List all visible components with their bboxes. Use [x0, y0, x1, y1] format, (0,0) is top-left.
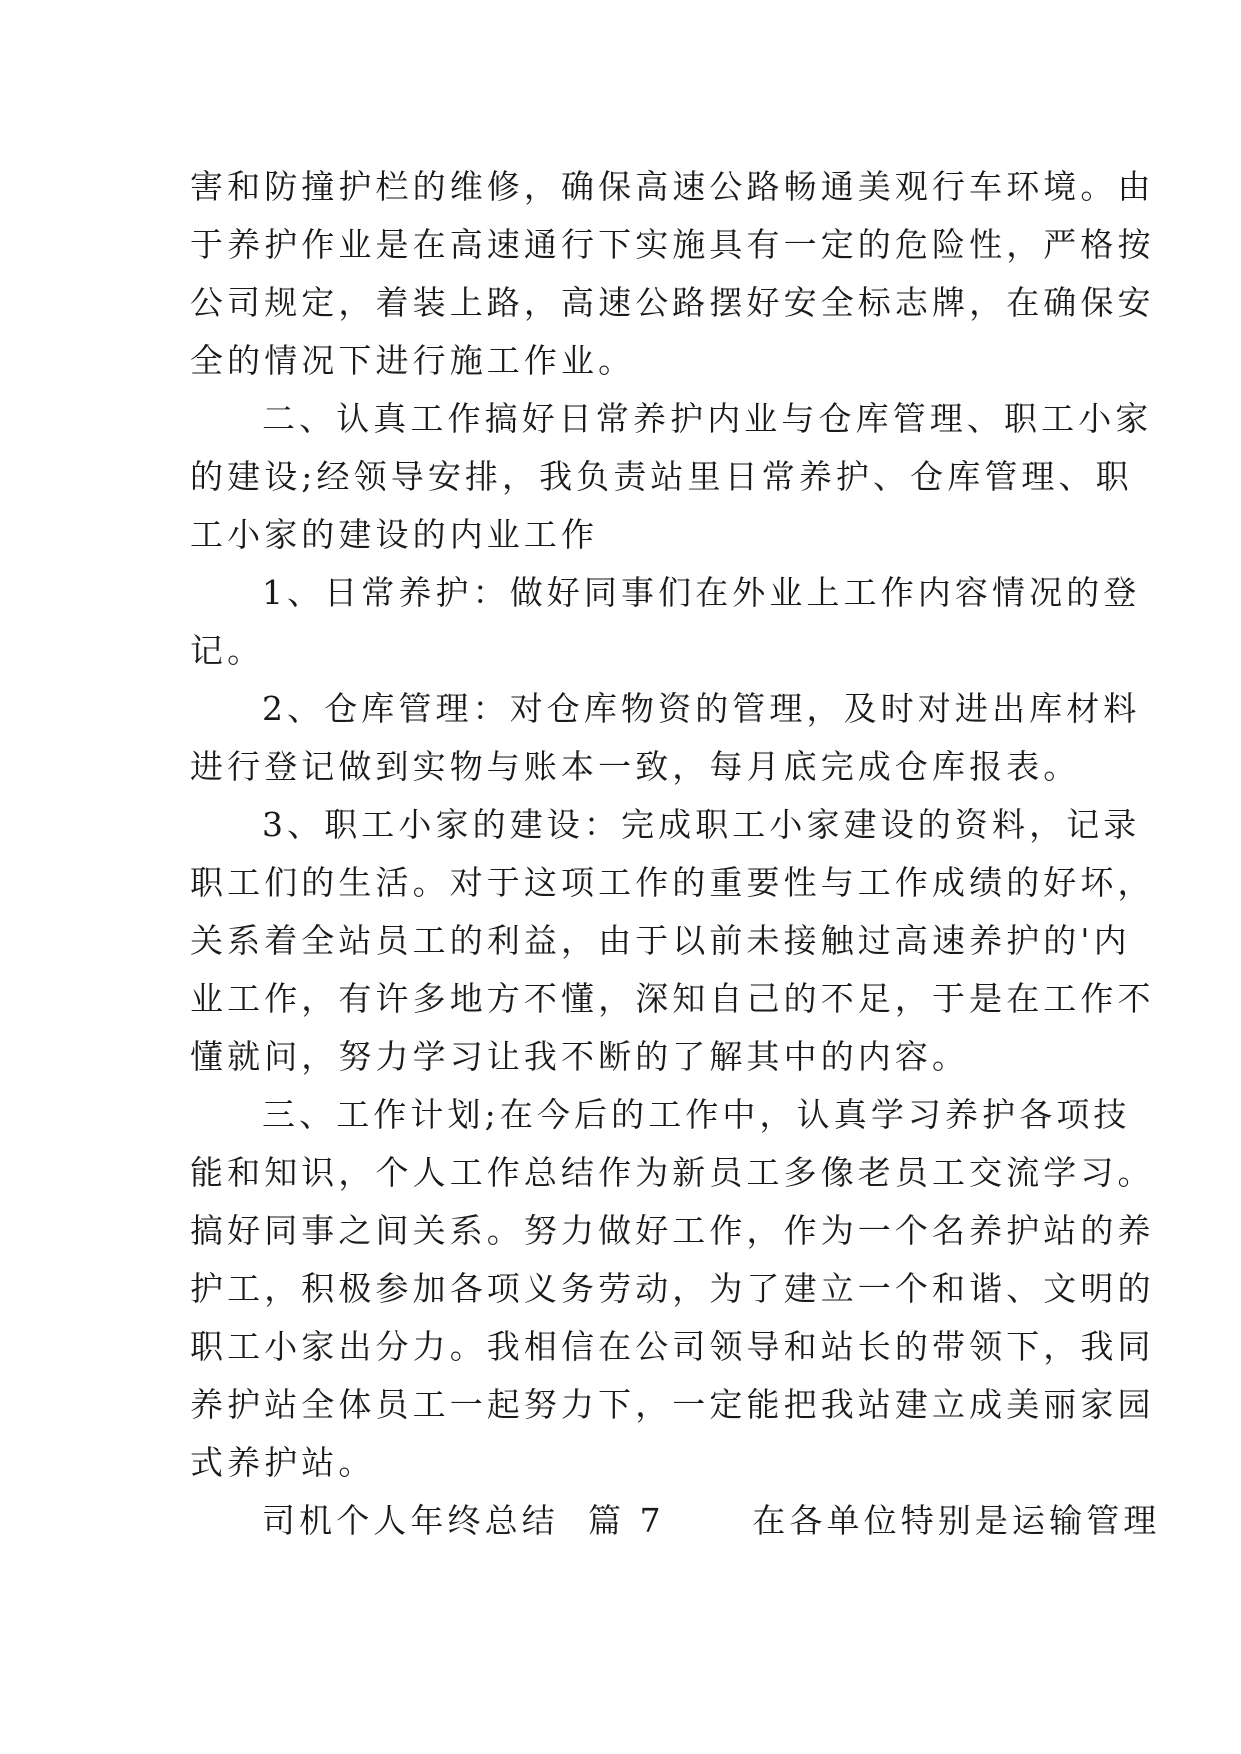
- paragraph-4: [190, 680, 1141, 796]
- text-line: 职工小家出分力。我相信在公司领导和站长的带领下，我同: [190, 1327, 1155, 1366]
- text-line: 害和防撞护栏的维修，确保高速公路畅通美观行车环境。由: [190, 167, 1155, 206]
- section-heading-line: 司机个人年终总结 篇 7 在各单位特别是运输管理: [262, 1501, 1161, 1540]
- text-line: 懂就问，努力学习让我不断的了解其中的内容。: [190, 1037, 970, 1076]
- text-line: 3、职工小家的建设：完成职工小家建设的资料，记录: [262, 805, 1141, 844]
- text-line: 搞好同事之间关系。努力做好工作，作为一个名养护站的养: [190, 1211, 1155, 1250]
- text-line: 二、认真工作搞好日常养护内业与仓库管理、职工小家: [262, 399, 1153, 438]
- text-line: 的建设;经领导安排，我负责站里日常养护、仓库管理、职: [190, 457, 1133, 496]
- text-line: 1、日常养护：做好同事们在外业上工作内容情况的登: [262, 573, 1141, 612]
- text-line: 护工，积极参加各项义务劳动，为了建立一个和谐、文明的: [190, 1269, 1155, 1308]
- text-line: 业工作，有许多地方不懂，深知自己的不足，于是在工作不: [190, 979, 1155, 1018]
- text-line: 能和知识，个人工作总结作为新员工多像老员工交流学习。: [190, 1153, 1155, 1192]
- text-line: 公司规定，着装上路，高速公路摆好安全标志牌，在确保安: [190, 283, 1155, 322]
- text-line: 于养护作业是在高速通行下实施具有一定的危险性，严格按: [190, 225, 1155, 264]
- document-body: [190, 158, 1161, 1550]
- text-line: 全的情况下进行施工作业。: [190, 341, 636, 380]
- paragraph-3: [190, 564, 1141, 680]
- text-line: 职工们的生活。对于这项工作的重要性与工作成绩的好坏，: [190, 863, 1155, 902]
- paragraph-6: [190, 1086, 1155, 1492]
- text-line: 关系着全站员工的利益，由于以前未接触过高速养护的'内: [190, 921, 1131, 960]
- paragraph-1: [190, 158, 1155, 390]
- paragraph-5: [190, 796, 1155, 1086]
- text-line: 工小家的建设的内业工作: [190, 515, 599, 554]
- text-line: 进行登记做到实物与账本一致，每月底完成仓库报表。: [190, 747, 1081, 786]
- paragraph-7: [190, 1492, 1161, 1550]
- text-line: 2、仓库管理：对仓库物资的管理，及时对进出库材料: [262, 689, 1141, 728]
- paragraph-2: [190, 390, 1153, 564]
- text-line: 三、工作计划;在今后的工作中，认真学习养护各项技: [262, 1095, 1131, 1134]
- text-line: 养护站全体员工一起努力下，一定能把我站建立成美丽家园: [190, 1385, 1155, 1424]
- text-line: 式养护站。: [190, 1443, 376, 1482]
- text-line: 记。: [190, 631, 265, 670]
